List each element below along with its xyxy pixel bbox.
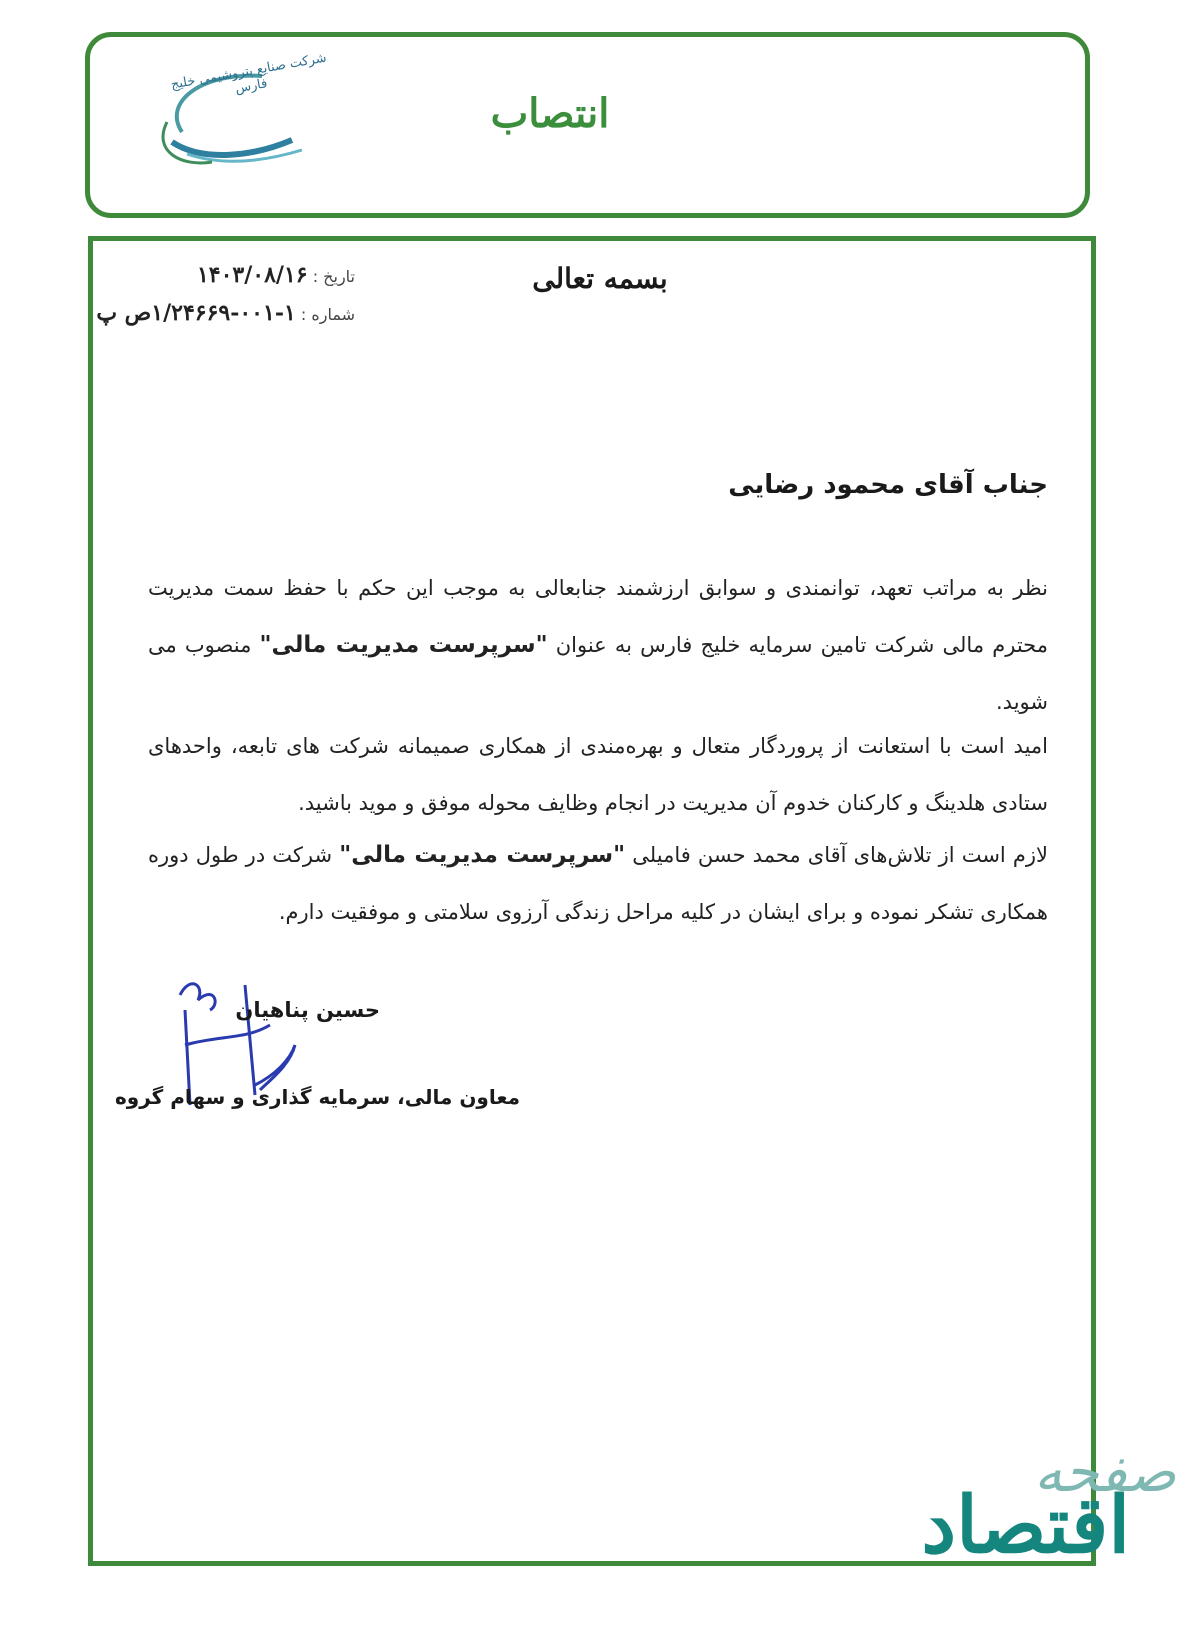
recipient-name: جناب آقای محمود رضایی <box>728 470 1048 500</box>
paragraph-thanks-text-2: شرکت در طول دوره همکاری تشکر نموده و برای ایشان در کلیه مراحل زندگی آرزوی سلامتی و موفقیت دارم. <box>148 843 1048 924</box>
page-title: انتصاب <box>490 90 610 137</box>
number-label: شماره : <box>300 305 355 324</box>
date-label: تاریخ : <box>312 267 355 286</box>
paragraph-thanks-text-1: لازم است از تلاش‌های آقای محمد حسن فامیلی <box>632 843 1048 867</box>
watermark-line-2: اقتصاد <box>921 1480 1130 1571</box>
letter-date <box>197 262 355 288</box>
signer-title: معاون مالی، سرمایه گذاری و سهام گروه <box>115 1085 520 1109</box>
bismillah-heading: بسمه تعالی <box>532 262 668 295</box>
watermark <box>890 1440 1190 1580</box>
number-value: ۱-۰۰۱-۱/۲۴۶۶۹ص پ <box>96 300 296 326</box>
appointment-role: "سرپرست مدیریت مالی" <box>259 632 548 658</box>
paragraph-wishes: امید است با استعانت از پروردگار متعال و بهره‌مندی از همکاری صمیمانه شرکت های تابعه، واحدهای ستادی هلدینگ و کارکنان خدوم آن مدیریت در انجام وظایف محوله موفق و موید باشید. <box>148 734 1048 815</box>
paragraph-appointment-text-2: منصوب می شوید. <box>148 633 1048 714</box>
signer-name: حسین پناهیان <box>235 998 380 1022</box>
letter-number <box>96 300 355 326</box>
date-value: ۱۴۰۳/۰۸/۱۶ <box>196 262 308 288</box>
paragraph-thanks <box>148 827 1048 941</box>
paragraph-appointment <box>148 560 1048 731</box>
company-logo-text: شرکت صنایع پتروشیمی خلیج فارس <box>169 50 328 97</box>
paragraph-appointment-text-1: نظر به مراتب تعهد، توانمندی و سوابق ارزشمند جنابعالی به موجب این حکم با حفظ سمت مدیریت محترم مالی شرکت تامین سرمایه خلیج فارس به عنوان <box>148 576 1048 657</box>
previous-role: "سرپرست مدیریت مالی" <box>339 842 626 868</box>
watermark-line-1: صفحه <box>1033 1440 1176 1505</box>
